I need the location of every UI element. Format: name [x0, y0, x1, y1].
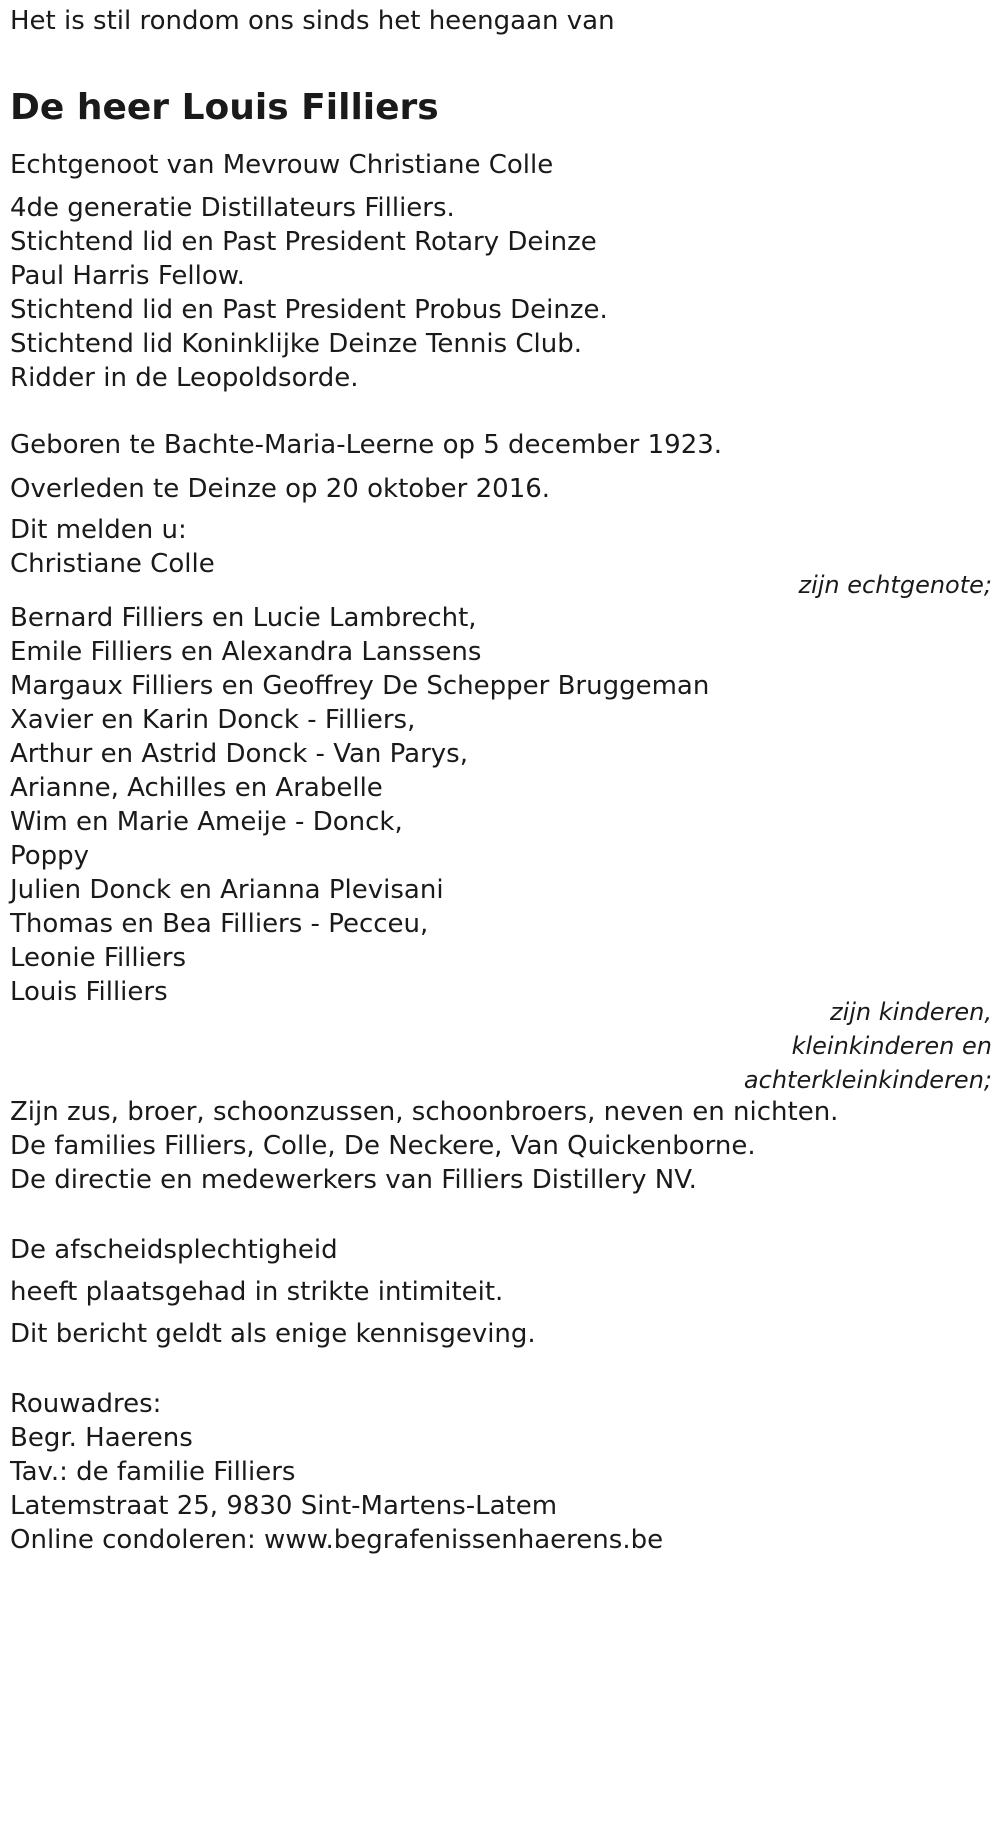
relatives-line: Zijn zus, broer, schoonzussen, schoonbroers, neven en nichten.: [10, 1097, 839, 1127]
address-line: Rouwadres:: [10, 1389, 162, 1419]
ceremony-line: Dit bericht geldt als enige kennisgeving.: [10, 1319, 536, 1349]
family-line: Arthur en Astrid Donck - Van Parys,: [10, 739, 468, 769]
address-line: Latemstraat 25, 9830 Sint-Martens-Latem: [10, 1491, 558, 1521]
family-line: Wim en Marie Ameije - Donck,: [10, 807, 403, 837]
title-line: Ridder in de Leopoldsorde.: [10, 363, 359, 393]
address-line: Begr. Haerens: [10, 1423, 193, 1453]
family-role: kleinkinderen en: [791, 1032, 992, 1060]
title-line: 4de generatie Distillateurs Filliers.: [10, 193, 455, 223]
family-line: Louis Filliers: [10, 977, 168, 1007]
family-line: Leonie Filliers: [10, 943, 187, 973]
death-line: Overleden te Deinze op 20 oktober 2016.: [10, 474, 551, 504]
announce-line: Dit melden u:: [10, 515, 187, 545]
title-line: Stichtend lid en Past President Probus Deinze.: [10, 295, 608, 325]
condolence-link[interactable]: Online condoleren: www.begrafenissenhaerens.be: [10, 1525, 664, 1555]
family-line: Margaux Filliers en Geoffrey De Schepper Bruggeman: [10, 671, 710, 701]
birth-line: Geboren te Bachte-Maria-Leerne op 5 december 1923.: [10, 430, 723, 460]
family-role: zijn kinderen,: [829, 998, 992, 1026]
family-line: Emile Filliers en Alexandra Lanssens: [10, 637, 482, 667]
intro-text: Het is stil rondom ons sinds het heengaan van: [10, 6, 615, 36]
title-line: Paul Harris Fellow.: [10, 261, 245, 291]
deceased-name: De heer Louis Filliers: [10, 87, 439, 128]
family-line: Arianne, Achilles en Arabelle: [10, 773, 383, 803]
family-line: Xavier en Karin Donck - Filliers,: [10, 705, 416, 735]
family-line: Poppy: [10, 841, 90, 871]
ceremony-line: heeft plaatsgehad in strikte intimiteit.: [10, 1277, 504, 1307]
address-line: Tav.: de familie Filliers: [10, 1457, 296, 1487]
title-line: Stichtend lid Koninklijke Deinze Tennis Club.: [10, 329, 583, 359]
family-role: achterkleinkinderen;: [743, 1066, 992, 1094]
relatives-line: De directie en medewerkers van Filliers Distillery NV.: [10, 1165, 697, 1195]
family-line: Thomas en Bea Filliers - Pecceu,: [10, 909, 429, 939]
widow-role: zijn echtgenote;: [798, 571, 992, 599]
family-line: Bernard Filliers en Lucie Lambrecht,: [10, 603, 477, 633]
relatives-line: De families Filliers, Colle, De Neckere, Van Quickenborne.: [10, 1131, 756, 1161]
spouse-line: Echtgenoot van Mevrouw Christiane Colle: [10, 150, 554, 180]
title-line: Stichtend lid en Past President Rotary Deinze: [10, 227, 597, 257]
family-line: Julien Donck en Arianna Plevisani: [10, 875, 444, 905]
ceremony-line: De afscheidsplechtigheid: [10, 1235, 338, 1265]
widow-name: Christiane Colle: [10, 549, 215, 579]
